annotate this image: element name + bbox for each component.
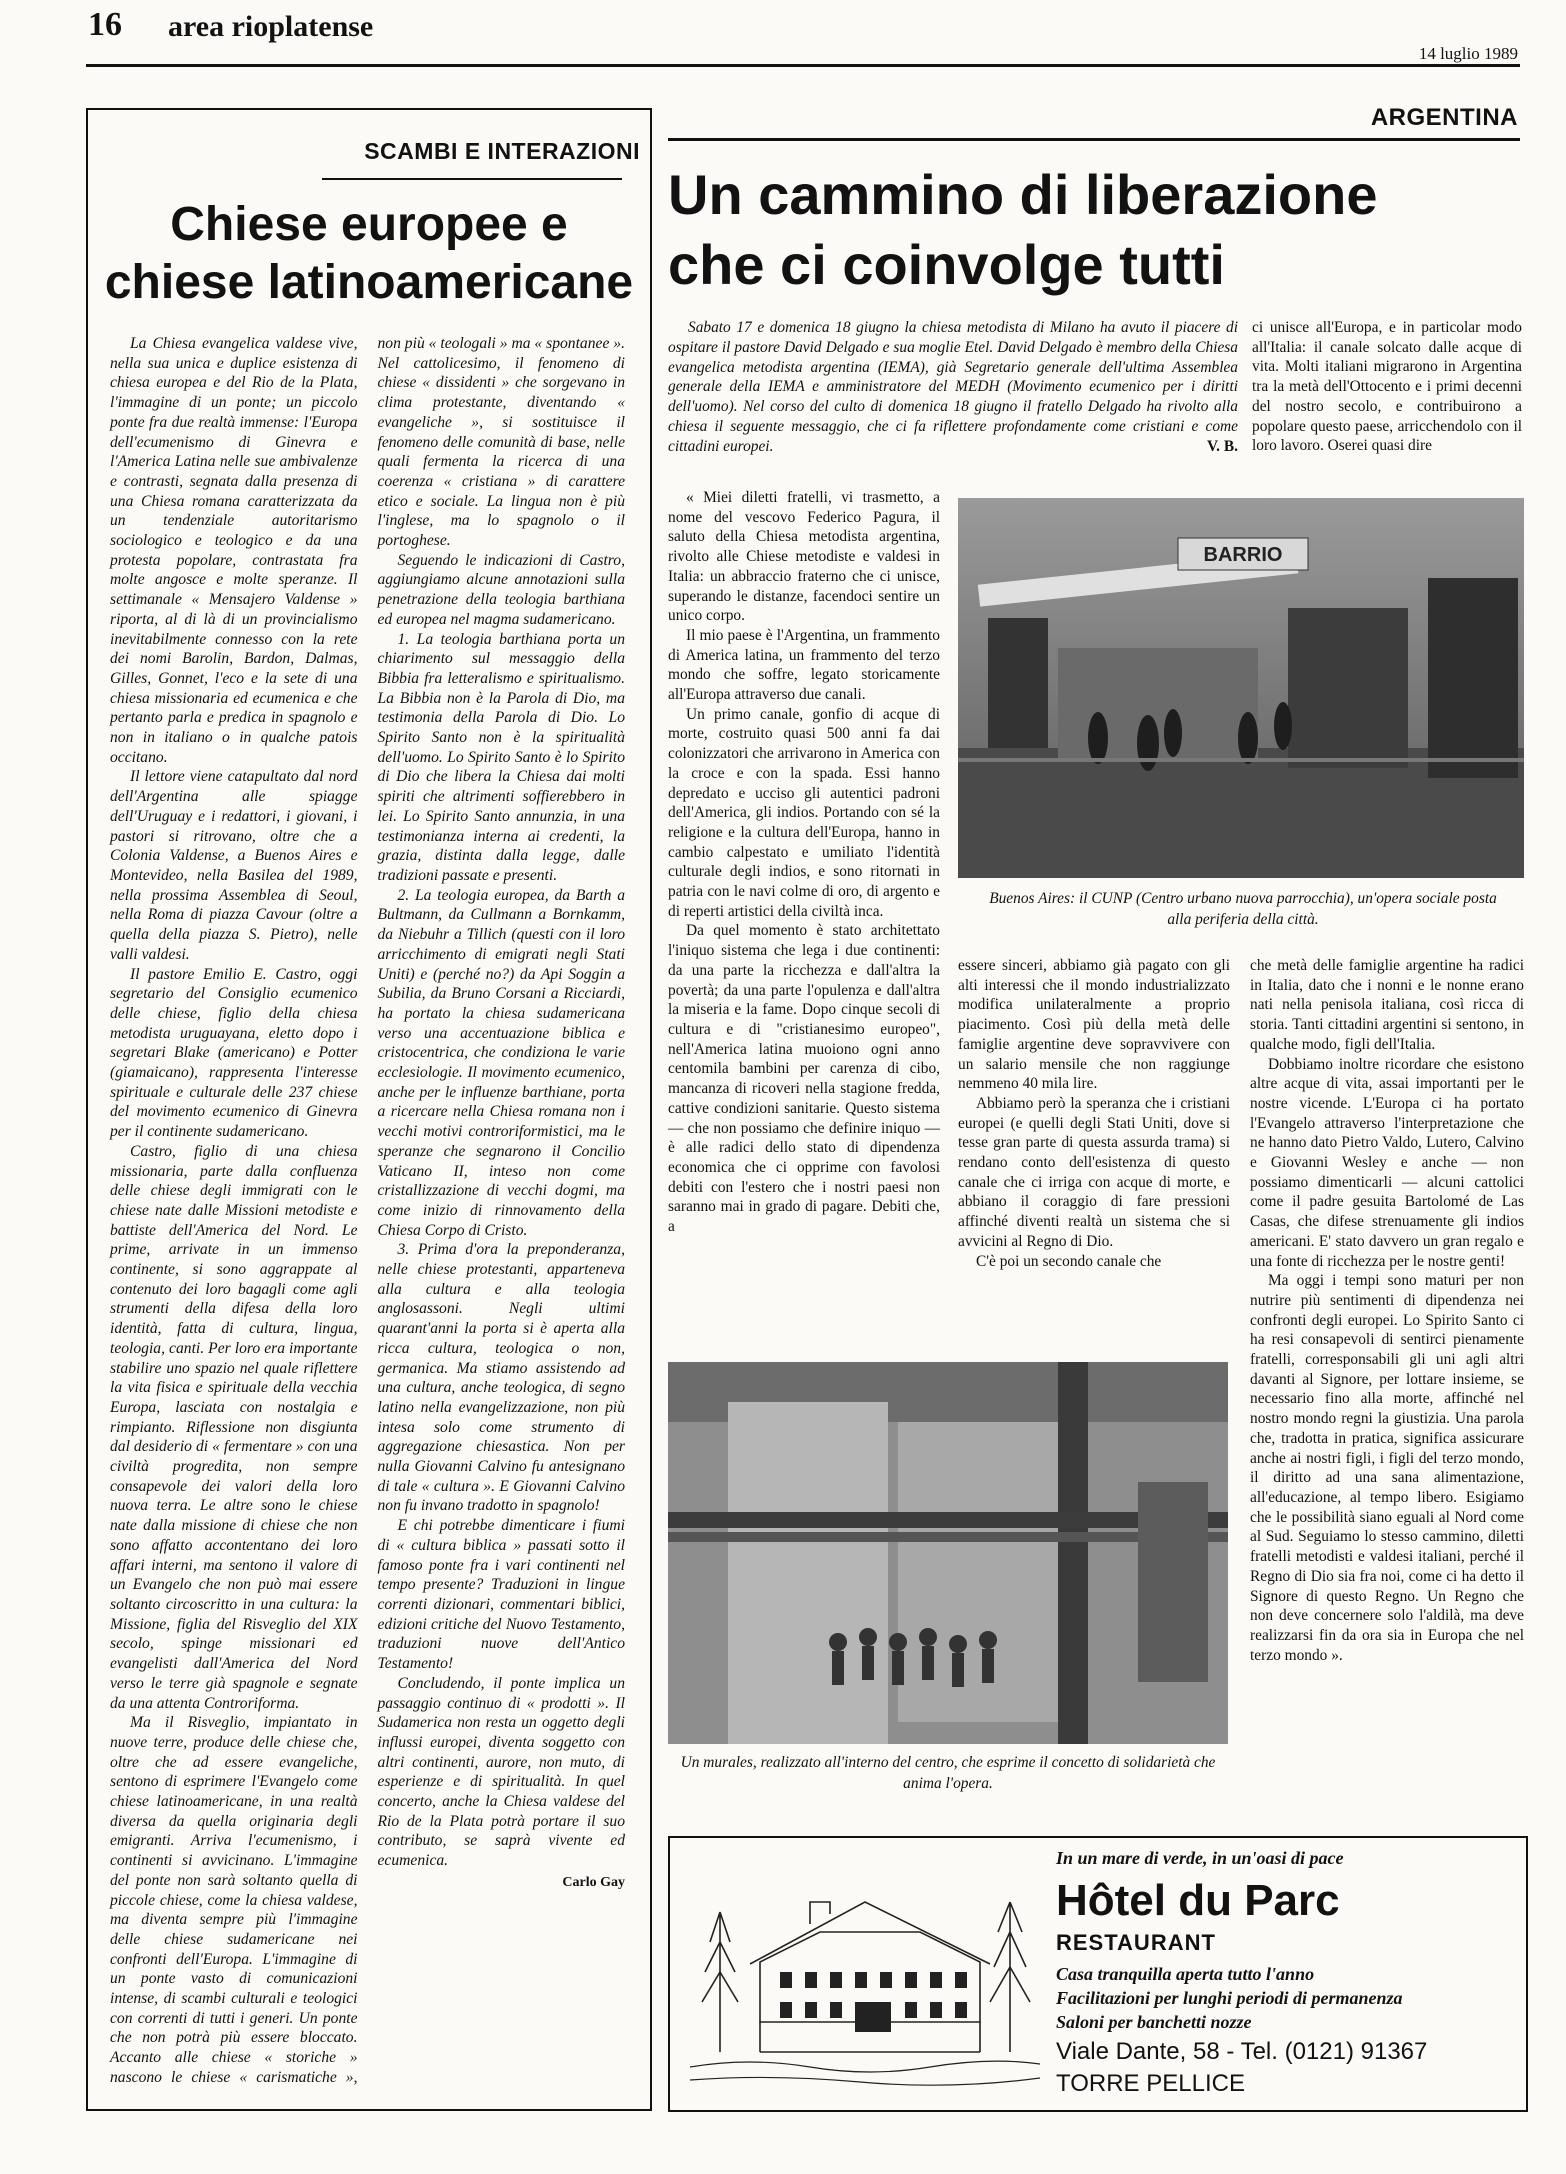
left-paragraph: 3. Prima d'ora la preponderanza, nelle chiese protestanti, apparteneva alla cultura e alla teologia anglosassoni. Negli ultimi quarant'anni la porta si è aperta alla ricca cultura, teologica o non, germanica. Ma stiamo assistendo ad una cultura, anche teologica, di segno latino nella evangelizzazione, non più intesa solo come strumento di aggregazione chiesastica. Non per nulla Giovanni Calvino fu antesignano di tale « cultura ». E Giovanni Calvino non fu invano tradotto in spagnolo! xyxy=(377,1241,625,1515)
ad-line: Facilitazioni per lunghi periodi di permanenza xyxy=(1056,1988,1403,2008)
publication-name: area rioplatense xyxy=(168,10,374,43)
photo-cunp xyxy=(958,498,1524,878)
photo-mural xyxy=(668,1362,1228,1744)
left-article-title: Chiese europee e chiese latinoamericane xyxy=(104,198,634,309)
left-author: Carlo Gay xyxy=(562,1874,625,1890)
left-article-body xyxy=(110,334,625,2094)
intro-text: Sabato 17 e domenica 18 giugno la chiesa metodista di Milano ha avuto il piacere di ospitare il pastore David Delgado e sua moglie Etel. David Delgado è membro della Chiesa evangelica metodista argentina (IEMA), già Segretario generale dell'ultima Assemblea generale della IEMA e amministratore del MEDH (Movimento ecumenico per i diritti dell'uomo). Nel corso del culto di domenica 18 giugno il fratello Delgado ha rivolto alla chiesa il seguente messaggio, che ci fa riflettere profondamente come cristiani e come cittadini europei. xyxy=(668,319,1238,455)
right-column-c-top xyxy=(1252,318,1522,456)
hotel-illustration xyxy=(690,1852,1040,2092)
left-paragraph: Il lettore viene catapultato dal nord dell'Argentina alle spiagge dell'Uruguay e i redattori, i giovani, i pastori si ritrovano, oltre che a Colonia Valdense, a Buenos Aires e Montevideo, nella Basilea del 1989, nella prossima Assemblea di Seoul, nella Roma di piazza Cavour (oltre a quella della piazza S. Pietro), nelle valli valdesi. xyxy=(110,768,358,963)
hotel-drawing-icon xyxy=(690,1852,1040,2092)
right-column-c xyxy=(1250,956,1524,1665)
page-number: 16 xyxy=(88,6,122,43)
left-paragraph: Ma il Risveglio, impiantato in nuove terre, produce delle chiese che, oltre che ad essere evangeliche, sentono di esprimere l'Evangelo come chiese latinoamericane, in una realtà diversa da quella originaria degli emigranti. Arriva l'ecumenismo, i continenti si avvicinano. L'immagine del ponte non sarà soltanto quella di piccole chiese, come la chiesa valdese, ma diventa sempre più l'immagine delle chiese sudamericane nei confronti dell'Europa. L'immagine di un ponte vasto di comunicazioni intense, di scambi culturali e teologici con correnti di tutti i generi. Un ponte che non potrà più essere bloccato. Accanto alle chiese « storiche » nascono le chiese « carismatiche », non più « teologali » ma « spontanee ». Nel cattolicesimo, il fenomeno di chiese « dissidenti » che sorgevano in clima protestante, diventando « evangeliche », si sostituisce il fenomeno delle comunità di base, nelle quali fermenta la ricerca di una coerenza « cristiana » di carattere etico e sociale. La lingua non è più l'inglese, ma lo spagnolo o il portoghese. xyxy=(110,335,625,2086)
right-intro xyxy=(668,318,1238,457)
issue-date: 14 luglio 1989 xyxy=(1418,44,1518,63)
photo-sign-text: BARRIO xyxy=(1203,544,1283,566)
right-article-title xyxy=(668,160,1488,300)
left-paragraph: E chi potrebbe dimenticare i fiumi di « cultura biblica » passati sotto il famoso ponte fra i vari continenti nel tempo presente? Traduzioni in lingue correnti dizionari, commentari biblici, edizioni critiche del Nuovo Testamento, traduzioni nuove dell'Antico Testamento! xyxy=(377,1517,625,1673)
left-kicker: SCAMBI E INTERAZIONI xyxy=(364,138,640,164)
left-paragraph: Concludendo, il ponte implica un passaggio continuo di « prodotti ». Il Sudamerica non resta un oggetto degli influssi europei, diventa soggetto con altri continenti, aurore, non muto, di esperienze e di spiritualità. In quel concerto, anche la Chiesa valdese del Rio de la Plata potrà portare il suo contributo, se saprà vivente ed ecumenica. xyxy=(377,1674,625,1870)
ad-hotel-name: Hôtel du Parc xyxy=(1056,1876,1340,1925)
right-kicker: ARGENTINA xyxy=(1370,104,1518,131)
col-b-paragraph: Abbiamo però la speranza che i cristiani europei (e quelli degli Stati Uniti, dove si tesse gran parte di questa assurda trama) si rendano conto dell'esistenza di questo canale che ci irriga con acque di morte, e abbiano il coraggio di fare pressioni affinché diventi realtà un sistema che si avvicini al Regno di Dio. xyxy=(958,1094,1230,1250)
left-paragraph: La Chiesa evangelica valdese vive, nella sua unica e duplice esistenza di chiesa europea e del Rio de la Plata, l'immagine di un ponte; un piccolo ponte fra due realtà immense: l'Europa dell'ecumenismo di Ginevra e l'America Latina nelle sue ambivalenze e contrasti, segnata dalla presenza di una Chiesa romana caratterizzata da un tendenziale autoritarismo sociologico e teologico e da una protesta popolare, contrastata fra molte angosce e molte speranze. Il settimanale « Mensajero Valdense » riporta, al di là di un provincialismo inevitabilmente connesso con la rete dei nomi Barolin, Bardon, Dalmas, Gilles, Gonnet, l'eco e la sete di una chiesa missionaria ed ecumenica e che pertanto parla e predica in spagnolo e non in italiano o in qualche patois occitano. xyxy=(110,335,358,766)
ad-city: TORRE PELLICE xyxy=(1056,2070,1245,2097)
col-a-paragraph: Il mio paese è l'Argentina, un frammento di America latina, un frammento del terzo mondo che soffre, legato storicamente all'Europa attraverso due canali. xyxy=(668,626,940,704)
col-b-paragraph: C'è poi un secondo canale che xyxy=(976,1252,1162,1270)
left-paragraph: 2. La teologia europea, da Barth a Bultmann, da Cullmann a Bornkamm, da Niebuhr a Tillich (questi con il loro arricchimento di emigrati negli Stati Uniti) e (perché no?) da Api Soggin a Subilia, da Bruno Corsani a Ricciardi, ha portato la chiesa sudamericana verso una accentuazione biblica e cristocentrica, che condiziona le varie ecclesiologie. Il movimento ecumenico, anche per le influenze barthiane, porta a ricercare nella Chiesa romana non i vecchi motivi controriformistici, ma le speranze che segnarono il Concilio Vaticano II, inteso non come cristallizzazione di vecchi dogmi, ma come inizio di rinnovamento della Chiesa Corpo di Cristo. xyxy=(377,886,625,1239)
ad-street-phone: Viale Dante, 58 - Tel. (0121) 91367 xyxy=(1056,2038,1428,2065)
col-c-paragraph: Ma oggi i tempi sono maturi per non nutrire più sentimenti di dipendenza nei confronti degli europei. Lo Spirito Santo ci ha resi consapevoli di sentirci pienamente fratelli, corresponsabili gli uni agli altri davanti al Signore, per lottare insieme, se necessario fino alla morte, affinché nel nostro mondo regni la giustizia. Una parola che, tradotta in pratica, significa assicurare anche ai nostri figli, i figli del terzo mondo, il diritto ad una sana alimentazione, all'educazione, al tempo libero. Esigiamo che le possibilità siano eguali al Nord come al Sud. Seguiamo lo stesso cammino, diletti fratelli metodisti e valdesi italiani, perché il Regno di Dio sia fra noi, come ci ha detto il Signore di questo Regno. Un Regno che non deve concernere solo l'aldilà, ma deve realizzarsi fin da ora sia in Europa che nel terzo mondo ». xyxy=(1250,1272,1524,1664)
right-kicker-rule xyxy=(668,138,1520,141)
col-b-paragraph: essere sinceri, abbiamo già pagato con gli alti interessi che il mondo industrializzato modifica unilateralmente a proprio piacimento. Così più della metà delle famiglie argentine deve sopravvivere con un salario mensile che non raggiunge nemmeno 40 mila lire. xyxy=(958,957,1230,1093)
left-paragraph: Castro, figlio di una chiesa missionaria, parte dalla confluenza delle chiese degli immigrati con le chiese nate dalle Missioni metodiste e battiste dell'America del Nord. Le prime, arrivate in un immenso continente, si sono aggrappate al contenuto dei loro bagagli come agli strumenti della difesa della loro identità, fatta di cultura, lingua, teologia, canti. Per loro era importante stabilire uno spazio nel quale riflettere la vita fisica e spirituale della vecchia Europa, lasciata con nostalgia e rimpianto. Riflessione non disgiunta dal desiderio di « fermentare » con una civiltà progredita, non sempre consapevole dei valori della loro nuova terra. Le altre sono le chiese nate dalla missione di chiese che non sono affatto accontentano dei loro affari interni, ma sentono il valore di un Evangelo che non può mai essere soltanto circoscritto in una cultura: la Missione, figlia del Risveglio del XIX secolo, spinge missionari ed evangelisti dall'America del Nord verso le terre già spagnole e segnate da una attenta Controriforma. xyxy=(110,1142,358,1712)
col-a-paragraph: Un primo canale, gonfio di acque di morte, costruito quasi 500 anni fa dai colonizzatori che arrivarono in America con la croce e con la spada. Essi hanno depredato e ucciso gli autentici padroni dell'America, gli indios. Portando con sé la religione e la cultura dell'Europa, hanno in cambio calpestato e umiliato l'identità culturale degli indios, e sono ritornati in patria con le navi colme di oro, di argento e di reperti artistici della civiltà inca. xyxy=(668,705,940,920)
right-title-line: che ci coinvolge tutti xyxy=(668,233,1225,296)
ad-address xyxy=(1056,2036,1427,2100)
photo-mural-image xyxy=(668,1362,1228,1744)
left-kicker-rule xyxy=(322,178,622,180)
left-paragraph: Seguendo le indicazioni di Castro, aggiungiamo alcune annotazioni sulla penetrazione della teologia barthiana ed europea nel magma sudamericano. xyxy=(377,551,625,628)
photo-cunp-caption: Buenos Aires: il CUNP (Centro urbano nuova parrocchia), un'opera sociale posta alla periferia della città. xyxy=(989,890,1497,928)
right-column-a xyxy=(668,488,940,1237)
col-a-paragraph: « Miei diletti fratelli, vi trasmetto, a nome del vescovo Federico Pagura, il saluto della Chiesa metodista argentina, rivolto alle Chiese metodiste e valdesi in Italia: un abbraccio fraterno che ci unisce, superando le distanze, facendoci sentire un unico corpo. xyxy=(668,489,940,625)
col-a-paragraph: Da quel momento è stato architettato l'iniquo sistema che lega i due continenti: da una parte la ricchezza e dall'altra la povertà; da una parte l'opulenza e dall'altra la miseria e la fame. Dopo cinque secoli di cultura e di "cristianesimo europeo", nell'America latina muoiono ogni anno centomila bambini per carenza di cibo, mancanza di ricoveri nella stagione fredda, cattive condizioni sanitarie. Questo sistema — che non possiamo che definire iniquo — è alle radici dello stato di dipendenza economica che ci opprime con favolosi debiti con l'estero che i nostri paesi non saranno mai in grado di pagare. Debiti che, a xyxy=(668,922,940,1236)
ad-subtitle: RESTAURANT xyxy=(1056,1930,1216,1955)
left-paragraph: Il pastore Emilio E. Castro, oggi segretario del Consiglio ecumenico delle chiese, figlio della chiesa metodista uruguayana, eletto dopo i segretari Blake (americano) e Potter (giamaicano), rappresenta l'interesse spirituale e culturale delle 237 chiese del movimento ecumenico di Ginevra per il continente sudamericano. xyxy=(110,965,358,1141)
left-paragraph: 1. La teologia barthiana porta un chiarimento sul messaggio della Bibbia fra letteralismo e spiritualismo. La Bibbia non è la Parola di Dio, ma testimonia della Parola di Dio. Lo Spirito Santo non è la spiritualità dell'uomo. Lo Spirito Santo è lo Spirito di Dio che libera la Chiesa dai molti spiriti che altrimenti soffierebbero in lei. Lo Spirito Santo annunzia, in una testimonianza interna ai credenti, la grazia, distinta dalla legge, dalle tradizioni passate e presenti. xyxy=(377,630,625,884)
col-c-top-text: ci unisce all'Europa, e in particolar modo all'Italia: il canale solcato dalle acque di vita. Molti italiani migrarono in Argentina tra la metà dell'Ottocento e i primi decenni del nostro secolo, e contribuirono a popolare questo paese, arricchendolo con il loro lavoro. Oserei quasi dire xyxy=(1252,319,1522,455)
ad-line: Casa tranquilla aperta tutto l'anno xyxy=(1056,1964,1315,1984)
ad-tagline: In un mare di verde, in un'oasi di pace xyxy=(1056,1848,1344,1868)
ad-line: Saloni per banchetti nozze xyxy=(1056,2012,1252,2032)
photo-mural-caption: Un murales, realizzato all'interno del centro, che esprime il concetto di solidarietà che anima l'opera. xyxy=(680,1754,1216,1792)
col-c-paragraph: Dobbiamo inoltre ricordare che esistono altre acque di vita, assai importanti per le nostre vicende. L'Europa ci ha portato l'Evangelo attraverso l'interpretazione che ne hanno dato Pietro Valdo, Lutero, Calvino e Giovanni Wesley e anche — non possiamo dimenticarli — alcuni cattolici come il padre gesuita Bartolomé de Las Casas, che difese strenuamente gli indios americani. E' stato davvero un gran regalo e una fonte di ricchezza per le nostre genti! xyxy=(1250,1055,1524,1270)
ad-description xyxy=(1056,1962,1403,2034)
right-column-b xyxy=(958,956,1230,1271)
intro-initials: V. B. xyxy=(1207,437,1238,455)
right-title-line: Un cammino di liberazione xyxy=(668,163,1378,226)
photo-cunp-image xyxy=(958,498,1524,878)
col-c-paragraph: che metà delle famiglie argentine ha radici in Italia, dato che i nonni e le nonne erano nati nella penisola italiana, così ricca di storia. Tanti cittadini argentini si sentono, in qualche modo, figli dell'Italia. xyxy=(1250,957,1524,1053)
masthead-rule xyxy=(86,64,1520,67)
